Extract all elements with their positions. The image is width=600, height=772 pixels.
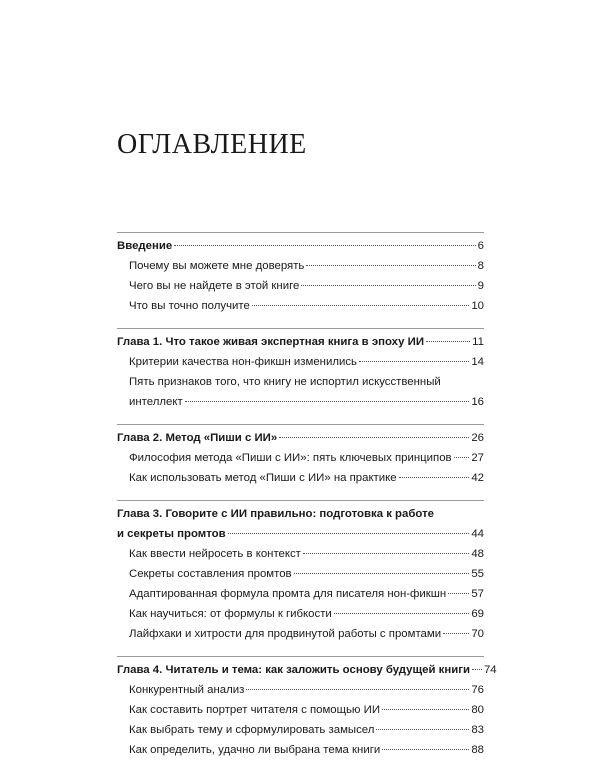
toc-entry-label: Как выбрать тему и сформулировать замысел	[129, 724, 375, 736]
dot-leader	[472, 669, 482, 670]
toc-entry[interactable]	[117, 448, 484, 468]
dot-leader	[185, 401, 470, 402]
toc-section-chapter-4	[117, 656, 497, 760]
dot-leader	[228, 533, 470, 534]
toc-section-chapter-2	[117, 424, 484, 488]
toc-entry-page: 70	[471, 628, 484, 640]
dot-leader	[382, 709, 469, 710]
toc-entry-label: Как составить портрет читателя с помощью ИИ	[129, 704, 381, 716]
toc-entry[interactable]	[117, 256, 484, 276]
dot-leader	[174, 245, 475, 246]
toc-entry-page: 27	[471, 452, 484, 464]
toc-entry-page: 11	[472, 336, 484, 348]
toc-entry-label: Глава 1. Что такое живая экспертная книга в эпоху ИИ	[117, 336, 425, 348]
section-divider	[117, 656, 484, 657]
toc-entry-page: 26	[471, 432, 484, 444]
section-divider	[117, 500, 484, 501]
toc-entry-label-line[interactable]: Глава 3. Говорите с ИИ правильно: подготовка к работе	[117, 508, 434, 520]
toc-entry-page: 48	[471, 548, 484, 560]
toc-entry-page: 8	[477, 260, 484, 272]
toc-entry-chapter-4[interactable]	[117, 660, 497, 680]
toc-entry-label: Адаптированная формула промта для писателя нон-фикшн	[129, 588, 447, 600]
toc-entry[interactable]	[117, 468, 484, 488]
toc-entry-page: 44	[471, 528, 484, 540]
toc-entry-label: Секреты составления промтов	[129, 568, 292, 580]
toc-entry[interactable]	[117, 276, 484, 296]
toc-entry-label: Как научиться: от формулы к гибкости	[129, 608, 332, 620]
toc-entry-label-line[interactable]: Пять признаков того, что книгу не испортил искусственный	[129, 376, 441, 388]
toc-entry-page: 83	[471, 724, 484, 736]
dot-leader	[454, 457, 470, 458]
toc-entry[interactable]	[117, 584, 484, 604]
dot-leader	[252, 305, 470, 306]
dot-leader	[301, 285, 475, 286]
dot-leader	[399, 477, 470, 478]
toc-entry-page: 16	[471, 396, 484, 408]
dot-leader	[448, 593, 469, 594]
toc-entry-page: 42	[471, 472, 484, 484]
toc-entry[interactable]	[117, 392, 484, 412]
dot-leader	[294, 573, 470, 574]
toc-entry-label: Лайфхаки и хитрости для продвинутой работы с промтами	[129, 628, 442, 640]
toc-entry[interactable]	[117, 680, 484, 700]
toc-entry-page: 57	[471, 588, 484, 600]
toc-entry-page: 76	[471, 684, 484, 696]
toc-entry-page: 80	[471, 704, 484, 716]
toc-entry-label: Почему вы можете мне доверять	[129, 260, 305, 272]
toc-entry-label: Чего вы не найдете в этой книге	[129, 280, 300, 292]
toc-entry[interactable]	[117, 720, 484, 740]
toc-entry-chapter-2[interactable]	[117, 428, 484, 448]
toc-entry-label: Как определить, удачно ли выбрана тема книги	[129, 744, 381, 756]
toc-entry[interactable]	[117, 700, 484, 720]
toc-entry-chapter-3[interactable]	[117, 524, 484, 544]
toc-entry-page: 6	[477, 240, 484, 252]
toc-entry-label: интеллект	[129, 396, 183, 408]
toc-entry-page: 14	[471, 356, 484, 368]
toc-entry-intro[interactable]	[117, 236, 484, 256]
toc-entry-chapter-1[interactable]	[117, 332, 484, 352]
toc-entry[interactable]	[117, 296, 484, 316]
dot-leader	[334, 613, 470, 614]
dot-leader	[246, 689, 469, 690]
toc-entry[interactable]	[117, 352, 484, 372]
toc-entry-page: 74	[483, 664, 497, 676]
toc-entry-label: Критерии качества нон-фикшн изменились	[129, 356, 357, 368]
toc-entry-label: Философия метода «Пиши с ИИ»: пять ключевых принципов	[129, 452, 452, 464]
toc-entry[interactable]	[117, 624, 484, 644]
toc-entry[interactable]	[117, 740, 484, 760]
toc-entry[interactable]	[117, 564, 484, 584]
section-divider	[117, 232, 484, 233]
toc-entry-label: Введение	[117, 240, 173, 252]
toc-entry[interactable]	[117, 604, 484, 624]
toc-entry[interactable]	[117, 544, 484, 564]
toc-entry-page: 10	[471, 300, 484, 312]
toc-entry-label: Конкурентный анализ	[129, 684, 245, 696]
table-of-contents	[117, 232, 497, 772]
toc-section-chapter-3	[117, 500, 484, 644]
toc-entry-page: 55	[471, 568, 484, 580]
toc-entry-label: Глава 2. Метод «Пиши с ИИ»	[117, 432, 278, 444]
toc-entry-label: Что вы точно получите	[129, 300, 250, 312]
toc-entry-label: и секреты промтов	[117, 528, 226, 540]
dot-leader	[359, 361, 469, 362]
toc-entry-page: 88	[471, 744, 484, 756]
section-divider	[117, 424, 484, 425]
toc-entry-label: Как использовать метод «Пиши с ИИ» на практике	[129, 472, 397, 484]
toc-entry-label: Как ввести нейросеть в контекст	[129, 548, 301, 560]
toc-entry-page: 69	[471, 608, 484, 620]
dot-leader	[426, 341, 470, 342]
dot-leader	[303, 553, 469, 554]
section-divider	[117, 328, 484, 329]
toc-entry-label: Глава 4. Читатель и тема: как заложить основу будущей книги	[117, 664, 470, 676]
toc-section-chapter-1	[117, 328, 484, 412]
toc-entry-page: 9	[477, 280, 484, 292]
dot-leader	[306, 265, 475, 266]
dot-leader	[376, 729, 469, 730]
page-title: ОГЛАВЛЕНИЕ	[117, 129, 307, 160]
toc-section-intro	[117, 232, 484, 316]
dot-leader	[279, 437, 469, 438]
dot-leader	[443, 633, 469, 634]
